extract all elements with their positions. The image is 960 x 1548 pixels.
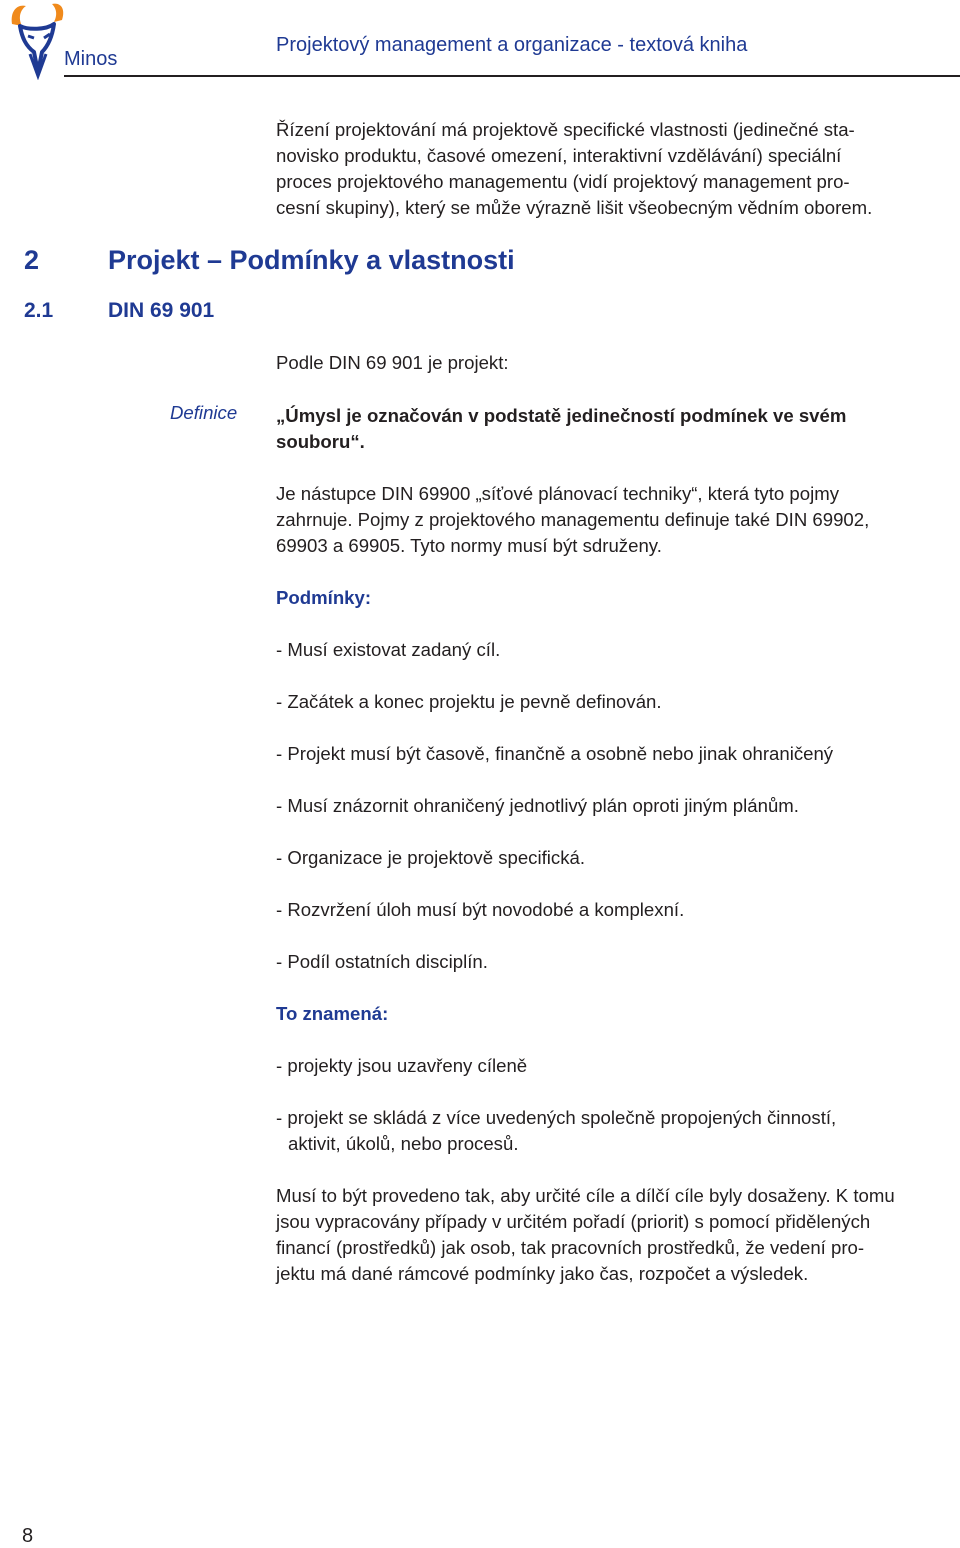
condition-item: - Musí znázornit ohraničený jednotlivý plán oproti jiným plánům.	[276, 795, 799, 816]
closing-line: Musí to být provedeno tak, aby určité cíle a dílčí cíle byly dosaženy. K tomu	[276, 1185, 895, 1206]
successor-line: Je nástupce DIN 69900 „síťové plánovací techniky“, která tyto pojmy	[276, 483, 839, 504]
intro-line: Řízení projektování má projektově specifické vlastnosti (jedinečné sta-	[276, 119, 855, 140]
intro-line: cesní skupiny), který se může výrazně lišit všeobecným vědním oborem.	[276, 197, 873, 218]
header-divider	[64, 75, 960, 77]
meaning-item-continuation: aktivit, úkolů, nebo procesů.	[288, 1133, 519, 1154]
intro-line: proces projektového managementu (vidí projektový management pro-	[276, 171, 850, 192]
section-title: Projekt – Podmínky a vlastnosti	[108, 245, 515, 275]
condition-item: - Organizace je projektově specifická.	[276, 847, 586, 868]
subsection-number: 2.1	[24, 299, 54, 322]
ox-head-logo-icon	[8, 2, 66, 80]
condition-item: - Podíl ostatních disciplín.	[276, 951, 488, 972]
condition-item: - Projekt musí být časově, finančně a osobně nebo jinak ohraničený	[276, 743, 834, 764]
condition-item: - Začátek a konec projektu je pevně definován.	[276, 691, 662, 712]
closing-line: financí (prostředků) jak osob, tak pracovních prostředků, že vedení pro-	[276, 1237, 865, 1258]
definition-line: souboru“.	[276, 431, 365, 452]
margin-note: Definice	[170, 402, 238, 423]
closing-line: jsou vypracovány případy v určitém pořadí (priorit) s pomocí přidělených	[276, 1211, 871, 1232]
meaning-item: - projekt se skládá z více uvedených společně propojených činností,	[276, 1107, 837, 1128]
section-number: 2	[24, 245, 40, 275]
lead-text: Podle DIN 69 901 je projekt:	[276, 352, 509, 373]
successor-line: 69903 a 69905. Tyto normy musí být sdruženy.	[276, 535, 662, 556]
closing-line: jektu má dané rámcové podmínky jako čas, rozpočet a výsledek.	[276, 1263, 809, 1284]
condition-item: - Rozvržení úloh musí být novodobé a komplexní.	[276, 899, 685, 920]
section-heading	[24, 245, 515, 276]
page-number: 8	[22, 1525, 34, 1547]
conditions-heading: Podmínky:	[276, 587, 372, 608]
intro-line: novisko produktu, časové omezení, interaktivní vzdělávání) speciální	[276, 145, 842, 166]
meaning-item: - projekty jsou uzavřeny cíleně	[276, 1055, 528, 1076]
subsection-heading	[24, 299, 214, 323]
subsection-title: DIN 69 901	[108, 299, 215, 322]
successor-line: zahrnuje. Pojmy z projektového managementu definuje také DIN 69902,	[276, 509, 870, 530]
brand-name: Minos	[64, 48, 118, 70]
definition-line: „Úmysl je označován v podstatě jedinečností podmínek ve svém	[276, 405, 847, 426]
meaning-heading: To znamená:	[276, 1003, 389, 1024]
document-title: Projektový management a organizace - textová kniha	[276, 34, 748, 56]
condition-item: - Musí existovat zadaný cíl.	[276, 639, 501, 660]
